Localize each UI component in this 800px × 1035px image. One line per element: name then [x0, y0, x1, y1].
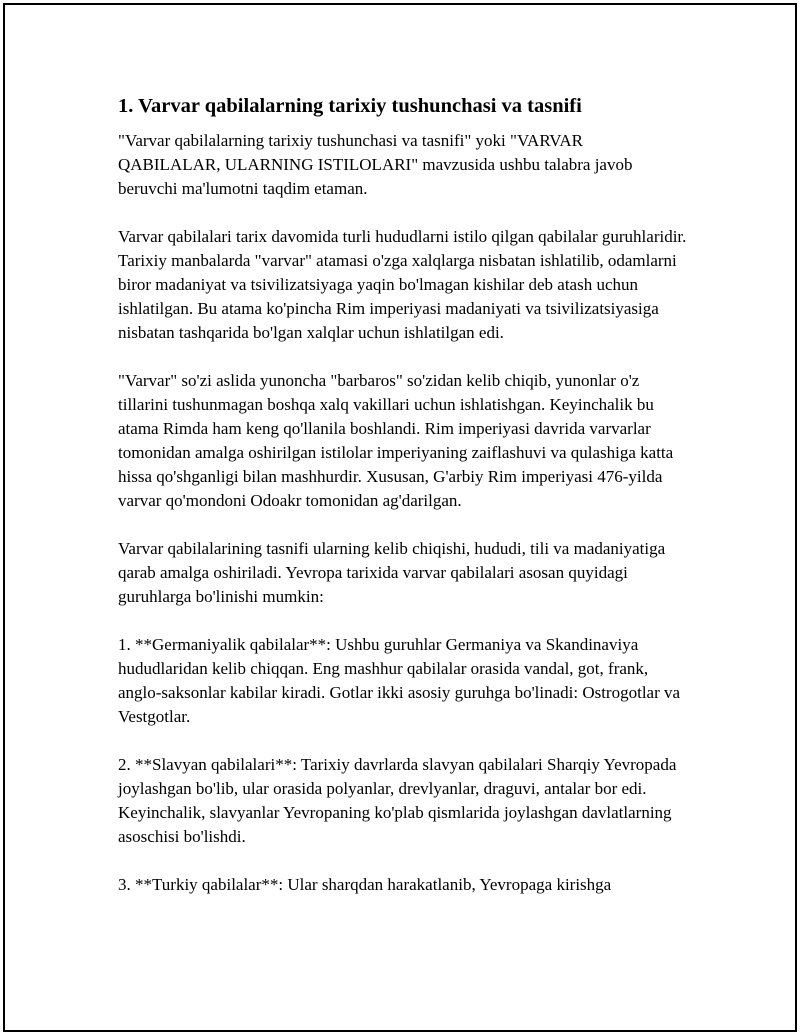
- list-item-turkic: 3. **Turkiy qabilalar**: Ular sharqdan harakatlanib, Yevropaga kirishga: [118, 875, 612, 894]
- paragraph-classification: Varvar qabilalarining tasnifi ularning kelib chiqishi, hududi, tili va madaniyatiga qarab amalga oshiriladi. Yevropa tarixida varvar qabilalari asosan quyidagi guruhlarga bo'linishi mumkin:: [118, 539, 666, 606]
- list-item-germanic: 1. **Germaniyalik qabilalar**: Ushbu guruhlar Germaniya va Skandinaviya hududlaridan kelib chiqqan. Eng mashhur qabilalar orasida vandal, got, frank, anglo-saksonlar kabilar kiradi. Gotlar ikki asosiy guruhga bo'linadi: Ostrogotlar va Vestgotlar.: [118, 635, 681, 726]
- document-body: [118, 92, 688, 921]
- paragraph-intro: "Varvar qabilalarning tarixiy tushunchasi va tasnifi" yoki "VARVAR QABILALAR, ULARNING ISTILOLARI" mavzusida ushbu talabra javob beruvchi ma'lumotni taqdim etaman.: [118, 131, 633, 198]
- paragraph-definition: Varvar qabilalari tarix davomida turli hududlarni istilo qilgan qabilalar guruhlaridir. Tarixiy manbalarda "varvar" atamasi o'zga xalqlarga nisbatan ishlatilib, odamlarni biror madaniyat va tsivilizatsiyaga yaqin bo'lmagan kishilar deb atash uchun ishlatilgan. Bu atama ko'pincha Rim imperiyasi madaniyati va tsivilizatsiyasiga nisbatan tashqarida bo'lgan xalqlar uchun ishlatilgan edi.: [118, 227, 687, 342]
- list-item-slavic: 2. **Slavyan qabilalari**: Tarixiy davrlarda slavyan qabilalari Sharqiy Yevropada joylashgan bo'lib, ular orasida polyanlar, drevlyanlar, draguvi, antalar bor edi. Keyinchalik, slavyanlar Yevropaning ko'plab qismlarida joylashgan davlatlarning asoschisi bo'lishdi.: [118, 755, 677, 846]
- paragraph-etymology: "Varvar" so'zi aslida yunoncha "barbaros" so'zidan kelib chiqib, yunonlar o'z tillarini tushunmagan boshqa xalq vakillari uchun ishlatishgan. Keyinchalik bu atama Rimda ham keng qo'llanila boshlandi. Rim imperiyasi davrida varvarlar tomonidan amalga oshirilgan istilolar imperiyaning zaiflashuvi va qulashiga katta hissa qo'shganligi bilan mashhurdir. Xususan, G'arbiy Rim imperiyasi 476-yilda varvar qo'mondoni Odoakr tomonidan ag'darilgan.: [118, 371, 674, 510]
- document-title: 1. Varvar qabilalarning tarixiy tushunchasi va tasnifi: [118, 95, 582, 117]
